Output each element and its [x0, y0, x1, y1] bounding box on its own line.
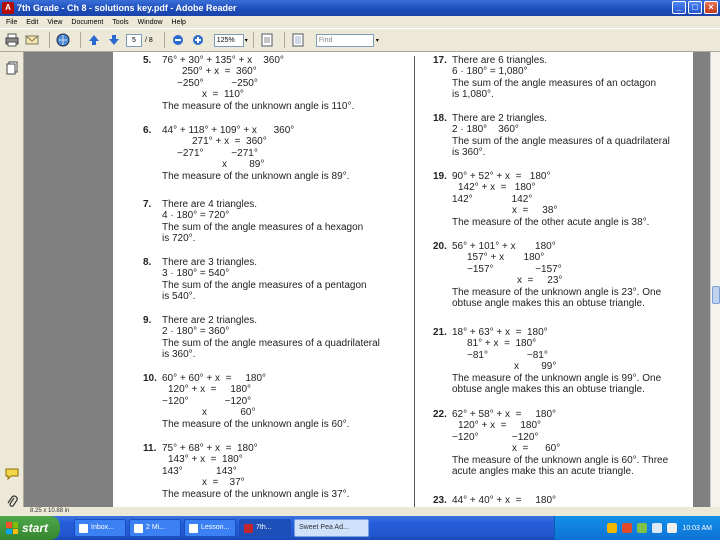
- solution-line: is 360°.: [452, 147, 486, 159]
- task-label: Sweet Pea Ad...: [299, 524, 349, 531]
- solution-line: 6 · 180° = 1,080°: [452, 66, 528, 78]
- solution-line: is 360°.: [162, 349, 196, 361]
- collaborate-icon[interactable]: [55, 32, 71, 48]
- windows-logo-icon: [6, 522, 18, 534]
- solution-line: −120° −120°: [452, 431, 539, 443]
- solution-line: 44° + 118° + 109° + x 360°: [162, 125, 295, 136]
- menu-help[interactable]: Help: [171, 18, 186, 26]
- problem-number: 10.: [143, 373, 157, 384]
- solution-line: 2 · 180° = 360°: [162, 326, 230, 338]
- taskbar-item-mi[interactable]: [129, 519, 181, 537]
- solution-line: 4 · 180° = 720°: [162, 210, 230, 222]
- problem-number: 5.: [143, 55, 152, 66]
- problem-number: 17.: [433, 55, 447, 66]
- solution-line: 250° + x = 360°: [182, 66, 257, 78]
- page-size-readout: 8.25 x 10.88 in: [30, 508, 70, 514]
- solution-line: 2 · 180° 360°: [452, 124, 519, 136]
- taskbar: [0, 516, 720, 540]
- adobe-reader-icon: A: [2, 2, 14, 14]
- solution-line: The sum of the angle measures of a pentagon: [162, 279, 367, 291]
- solution-line: x = 110°: [202, 89, 244, 101]
- problem-number: 22.: [433, 409, 447, 420]
- solution-line: x 60°: [202, 407, 256, 419]
- solution-line: There are 2 triangles.: [162, 315, 258, 326]
- chevron-down-icon[interactable]: ▾: [244, 37, 248, 44]
- solution-line: The sum of the angle measures of a quadrilateral: [162, 337, 380, 349]
- taskbar-item-inbox[interactable]: [74, 519, 126, 537]
- solution-line: The sum of the angle measures of a hexagon: [162, 221, 364, 233]
- solution-line: The sum of the angle measures of an octagon: [452, 77, 657, 89]
- solution-line: The measure of the unknown angle is 23°. One: [452, 286, 662, 298]
- solution-line: 142° 142°: [452, 193, 533, 205]
- solution-line: x 89°: [222, 159, 265, 171]
- solution-line: obtuse angle makes this an obtuse triangle.: [452, 384, 645, 395]
- solution-line: x = 60°: [512, 443, 561, 455]
- solution-line: 76° + 30° + 135° + x 360°: [162, 55, 284, 66]
- previous-page-icon[interactable]: [86, 32, 102, 48]
- solution-line: There are 2 triangles.: [452, 113, 548, 124]
- problem-number: 11.: [143, 443, 157, 454]
- solution-line: 142° + x = 180°: [458, 182, 536, 194]
- menu-window[interactable]: Window: [137, 18, 163, 26]
- comments-icon[interactable]: [4, 466, 20, 482]
- solution-line: 3 · 180° = 540°: [162, 268, 230, 280]
- toolbar: [0, 28, 720, 52]
- solution-line: The measure of the unknown angle is 37°.: [162, 488, 350, 500]
- next-page-icon[interactable]: [106, 32, 122, 48]
- zoom-out-icon[interactable]: [170, 32, 186, 48]
- browser-icon: [134, 524, 143, 533]
- problem-number: 23.: [433, 495, 447, 506]
- problem-number: 7.: [143, 199, 152, 210]
- solution-line: The measure of the unknown angle is 89°.: [162, 170, 350, 182]
- scrollbar-thumb[interactable]: [712, 286, 720, 304]
- solution-line: There are 4 triangles.: [162, 199, 258, 210]
- zoom-level-select[interactable]: 125%: [214, 34, 244, 47]
- solution-line: 75° + 68° + x = 180°: [162, 443, 258, 454]
- solution-line: 44° + 40° + x = 180°: [452, 495, 557, 506]
- taskbar-item-pdf[interactable]: [239, 519, 291, 537]
- zoom-in-icon[interactable]: [190, 32, 206, 48]
- solution-line: 143° 143°: [162, 465, 237, 477]
- problem-number: 19.: [433, 171, 447, 182]
- menu-bar: [0, 16, 720, 28]
- print-icon[interactable]: [4, 32, 20, 48]
- solution-line: 157° + x 180°: [467, 252, 545, 264]
- solution-line: −120° −120°: [162, 395, 252, 407]
- start-label: start: [22, 521, 49, 535]
- menu-tools[interactable]: Tools: [112, 18, 129, 26]
- document-viewport[interactable]: [24, 52, 710, 507]
- task-label: Lesson...: [201, 524, 230, 531]
- toolbar-separator: [80, 32, 81, 48]
- solution-line: is 1,080°.: [452, 89, 494, 101]
- solution-line: The measure of the unknown angle is 60°.: [162, 418, 350, 430]
- start-button[interactable]: [0, 516, 60, 540]
- menu-view[interactable]: View: [47, 18, 63, 26]
- solution-line: The measure of the unknown angle is 99°. One: [452, 372, 662, 384]
- task-label: 7th...: [256, 524, 272, 531]
- solution-line: −250° −250°: [177, 77, 258, 89]
- solution-line: 60° + 60° + x = 180°: [162, 373, 267, 384]
- problem-number: 9.: [143, 315, 152, 326]
- pdf-page: [113, 52, 693, 507]
- solution-line: There are 6 triangles.: [452, 55, 548, 66]
- solution-line: 62° + 58° + x = 180°: [452, 409, 557, 420]
- solution-line: 120° + x = 180°: [168, 384, 252, 396]
- menu-file[interactable]: File: [6, 18, 18, 26]
- task-label: 2 Mi...: [146, 524, 166, 531]
- problem-number: 18.: [433, 113, 447, 124]
- solution-line: 143° + x = 180°: [168, 454, 243, 466]
- solution-line: −81° −81°: [467, 349, 548, 361]
- solution-line: The measure of the unknown angle is 60°. Three: [452, 454, 669, 466]
- solution-line: −271° −271°: [177, 147, 258, 159]
- maximize-button[interactable]: □: [688, 1, 702, 14]
- close-button[interactable]: ×: [704, 1, 718, 14]
- toolbar-separator: [49, 32, 50, 48]
- tray-security-icon[interactable]: [622, 523, 632, 533]
- outlook-icon: [79, 524, 88, 533]
- email-icon[interactable]: [24, 32, 40, 48]
- solution-line: 90° + 52° + x = 180°: [452, 171, 551, 182]
- chevron-down-icon[interactable]: ▾: [375, 37, 379, 44]
- clock: 10:03 AM: [682, 524, 712, 532]
- navigation-pane: [0, 52, 24, 516]
- title-bar: [0, 0, 720, 16]
- problem-number: 8.: [143, 257, 152, 268]
- solution-line: is 540°.: [162, 291, 196, 303]
- solution-line: 81° + x = 180°: [467, 338, 537, 350]
- tray-volume-icon[interactable]: [652, 523, 662, 533]
- document-icon: [189, 524, 198, 533]
- toolbar-separator: [164, 32, 165, 48]
- status-bar: [0, 507, 720, 516]
- solution-line: x = 37°: [202, 477, 245, 489]
- taskbar-item-lesson[interactable]: [184, 519, 236, 537]
- solution-line: 18° + 63° + x = 180°: [452, 327, 548, 338]
- solution-line: The measure of the unknown angle is 110°.: [162, 100, 355, 112]
- task-label: Inbox...: [91, 524, 114, 531]
- menu-document[interactable]: Document: [71, 18, 104, 26]
- solution-line: The measure of the other acute angle is 38°.: [452, 216, 650, 228]
- minimize-button[interactable]: _: [672, 1, 686, 14]
- column-divider: [414, 56, 415, 507]
- adobe-reader-icon: [244, 524, 253, 533]
- solution-line: 271° + x = 360°: [192, 136, 267, 148]
- find-input[interactable]: Find: [316, 34, 374, 47]
- solution-line: acute angles make this an acute triangle.: [452, 466, 634, 477]
- fit-width-icon[interactable]: [259, 32, 275, 48]
- page-number-input[interactable]: 5: [126, 34, 142, 47]
- solution-line: x 99°: [514, 361, 557, 373]
- problem-number: 21.: [433, 327, 447, 338]
- solution-line: The sum of the angle measures of a quadrilateral: [452, 135, 670, 147]
- solution-line: x = 23°: [517, 275, 563, 287]
- solution-line: obtuse angle makes this an obtuse triangle.: [452, 298, 645, 309]
- solution-line: There are 3 triangles.: [162, 257, 258, 268]
- tray-display-icon[interactable]: [667, 523, 677, 533]
- pages-icon[interactable]: [4, 60, 20, 76]
- system-tray: [554, 516, 720, 540]
- tray-network-icon[interactable]: [607, 523, 617, 533]
- toolbar-separator: [284, 32, 285, 48]
- page-total: / 8: [145, 36, 153, 44]
- taskbar-item-sweet-pea[interactable]: [294, 519, 369, 537]
- window-title: 7th Grade - Ch 8 - solutions key.pdf - Adobe Reader: [17, 3, 237, 13]
- problem-number: 20.: [433, 241, 447, 252]
- toolbar-separator: [253, 32, 254, 48]
- menu-edit[interactable]: Edit: [26, 18, 39, 26]
- tray-app-icon[interactable]: [637, 523, 647, 533]
- solution-line: 56° + 101° + x 180°: [452, 241, 556, 252]
- solution-line: 120° + x = 180°: [458, 420, 542, 432]
- solution-line: is 720°.: [162, 233, 196, 245]
- problem-number: 6.: [143, 125, 152, 136]
- solution-line: −157° −157°: [467, 263, 562, 275]
- vertical-scrollbar[interactable]: [710, 52, 720, 507]
- solution-line: x = 38°: [512, 205, 558, 217]
- fit-page-icon[interactable]: [290, 32, 306, 48]
